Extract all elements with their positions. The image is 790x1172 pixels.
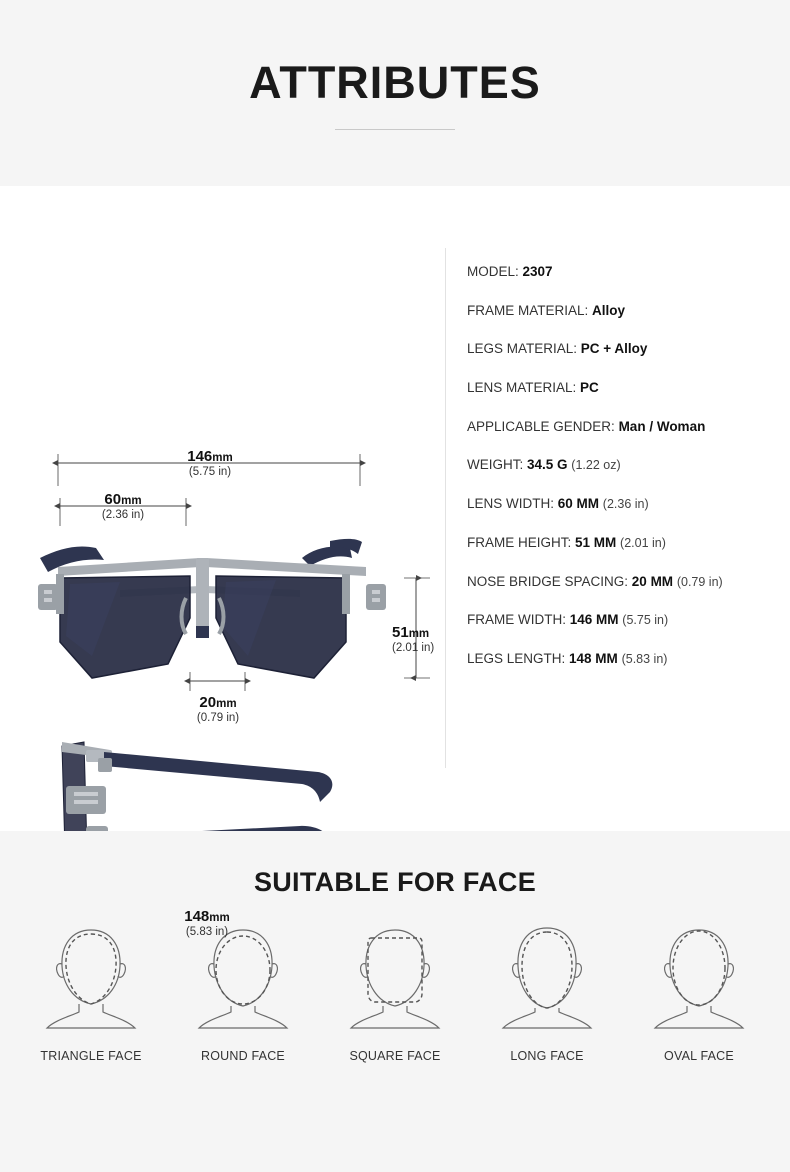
spec-row [467,419,790,435]
glasses-technical-drawing [0,186,445,831]
face-label: ROUND FACE [201,1049,285,1063]
square-face-icon [330,916,460,1036]
spec-row [467,380,790,396]
dim-bridge [190,672,245,691]
spec-row [467,264,790,280]
face-item-oval [629,916,769,1063]
triangle-face-icon [26,916,156,1036]
spec-row [467,612,790,628]
spec-row [467,535,790,551]
page-title: ATTRIBUTES [249,56,541,108]
spec-value: Alloy [592,302,626,318]
spec-row [467,341,790,357]
spec-value: 60 MM [557,496,600,512]
spec-label: MODEL: [467,264,523,279]
spec-value: 34.5 G [527,457,568,473]
spec-alt: (2.01 in) [620,535,666,550]
dim-label-frame-width: 146mm (5.75 in) [187,448,233,479]
spec-value: 51 MM [575,534,617,550]
face-item-square [325,916,465,1063]
spec-alt: (5.83 in) [621,651,668,666]
spec-label: NOSE BRIDGE SPACING: [467,573,632,589]
page-header [0,0,790,186]
title-divider [335,129,455,130]
faces-title: SUITABLE FOR FACE [253,867,537,897]
dim-label-bridge: 20mm (0.79 in) [196,694,240,725]
face-item-long [477,916,617,1063]
face-label: TRIANGLE FACE [40,1049,142,1063]
spec-list [445,186,790,831]
face-label: OVAL FACE [664,1049,734,1063]
suitable-for-face-section [0,831,790,1172]
spec-value: 2307 [522,264,553,279]
oval-face-icon [634,916,764,1036]
spec-label: WEIGHT: [467,457,527,473]
face-list [0,916,790,1063]
dim-label-legs-length: 148mm (5.83 in) [184,908,230,939]
spec-label: FRAME WIDTH: [467,612,570,628]
spec-label: LEGS LENGTH: [467,650,570,666]
spec-row [467,457,790,473]
column-divider [445,248,446,768]
long-face-icon [482,916,612,1036]
spec-label: FRAME HEIGHT: [467,534,576,550]
spec-alt: (1.22 oz) [571,458,621,473]
spec-value: PC + Alloy [580,341,648,357]
sunglasses-side-view [62,742,336,831]
dim-label-lens-width: 60mm (2.36 in) [101,491,145,522]
spec-label: FRAME MATERIAL: [467,302,593,318]
spec-value: Man / Woman [618,418,706,434]
dim-label-frame-height: 51mm (2.01 in) [392,624,435,655]
spec-value: 20 MM [631,573,674,589]
spec-row [467,574,790,590]
spec-alt: (2.36 in) [602,497,649,512]
spec-label: LEGS MATERIAL: [467,341,581,357]
spec-row [467,496,790,512]
face-label: SQUARE FACE [349,1049,441,1063]
spec-value: 146 MM [569,612,619,628]
spec-label: LENS WIDTH: [467,496,558,512]
face-item-triangle [21,916,161,1063]
spec-label: LENS MATERIAL: [467,380,581,396]
spec-alt: (5.75 in) [622,613,669,628]
spec-value: PC [580,380,599,396]
spec-value: 148 MM [569,650,618,666]
spec-label: APPLICABLE GENDER: [467,418,619,434]
sunglasses-front-view [38,539,386,678]
spec-alt: (0.79 in) [676,574,723,589]
face-label: LONG FACE [510,1049,584,1063]
spec-row [467,303,790,319]
spec-row [467,651,790,667]
